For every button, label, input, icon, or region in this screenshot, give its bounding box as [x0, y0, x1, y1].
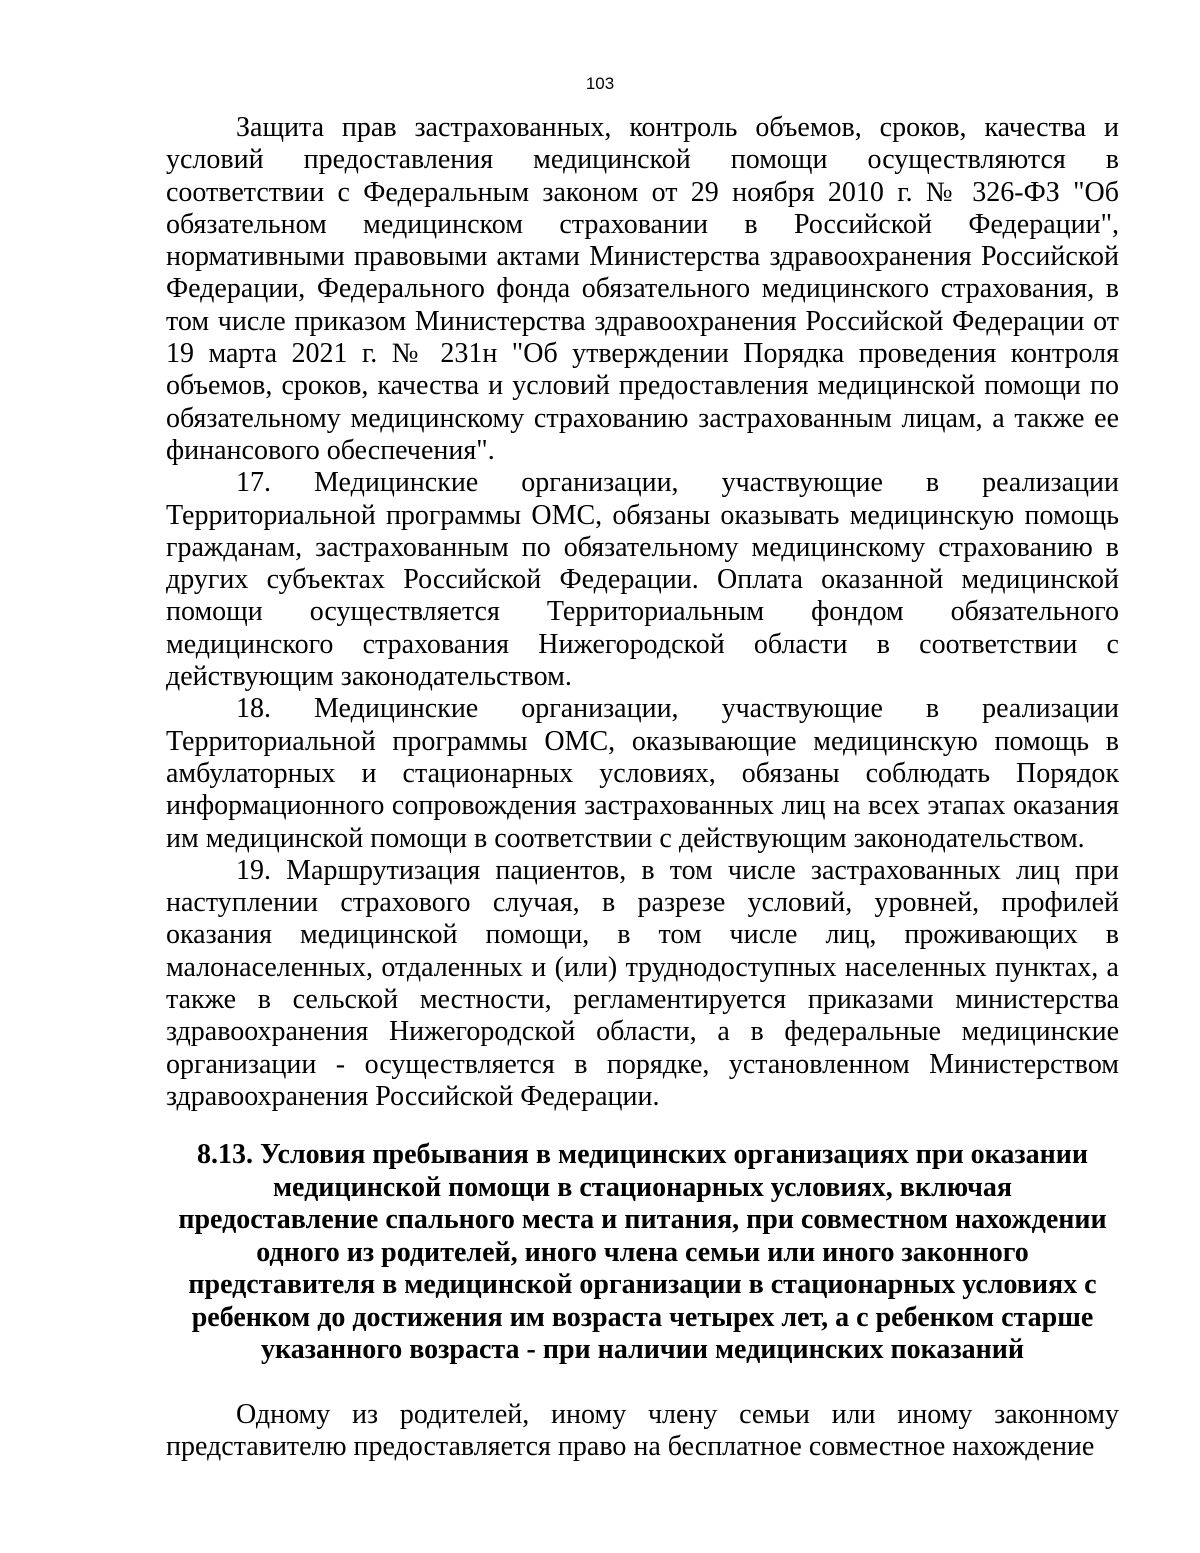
paragraph-parent-stay: Одному из родителей, иному члену семьи или иному законному представителю предоставляется право на бесплатное совместное нахождение: [166, 1398, 1119, 1462]
paragraph-protection-of-rights: Защита прав застрахованных, контроль объемов, сроков, качества и условий предоставления медицинской помощи осуществляются в соответствии с Федеральным законом от 29 ноября 2010 г. № 326-ФЗ "Об обязательном медицинском страховании в Российской Федерации", нормативными правовыми актами Министерства здравоохранения Российской Федерации, Федерального фонда обязательного медицинского страхования, в том числе приказом Министерства здравоохранения Российской Федерации от 19 марта 2021 г. № 231н "Об утверждении Порядка проведения контроля объемов, сроков, качества и условий предоставления медицинской помощи по обязательному медицинскому страхованию застрахованным лицам, а также ее финансового обеспечения".: [166, 112, 1119, 466]
paragraph-18: 18. Медицинские организации, участвующие в реализации Территориальной программы ОМС, оказывающие медицинскую помощь в амбулаторных и стационарных условиях, обязаны соблюдать Порядок информационного сопровождения застрахованных лиц на всех этапах оказания им медицинской помощи в соответствии с действующим законодательством.: [166, 693, 1119, 854]
paragraph-17: 17. Медицинские организации, участвующие в реализации Территориальной программы ОМС, обязаны оказывать медицинскую помощь гражданам, застрахованным по обязательному медицинскому страхованию в других субъектах Российской Федерации. Оплата оказанной медицинской помощи осуществляется Территориальным фондом обязательного медицинского страхования Нижегородской области в соответствии с действующим законодательством.: [166, 467, 1119, 693]
paragraph-19: 19. Маршрутизация пациентов, в том числе застрахованных лиц при наступлении страхового случая, в разрезе условий, уровней, профилей оказания медицинской помощи, в том числе лиц, проживающих в малонаселенных, отдаленных и (или) труднодоступных населенных пунктах, а также в сельской местности, регламентируется приказами министерства здравоохранения Нижегородской области, а в федеральные медицинские организации - осуществляется в порядке, установленном Министерством здравоохранения Российской Федерации.: [166, 854, 1119, 1112]
page-number: 103: [585, 74, 615, 93]
document-body: [166, 112, 1119, 1463]
section-heading-8-13: 8.13. Условия пребывания в медицинских организациях при оказании медицинской помощи в стационарных условиях, включая предоставление спального места и питания, при совместном нахождении одного из родителей, иного члена семьи или иного законного представителя в медицинской организации в стационарных условиях с ребенком до достижения им возраста четырех лет, а с ребенком старше указанного возраста - при наличии медицинских показаний: [178, 1139, 1107, 1366]
